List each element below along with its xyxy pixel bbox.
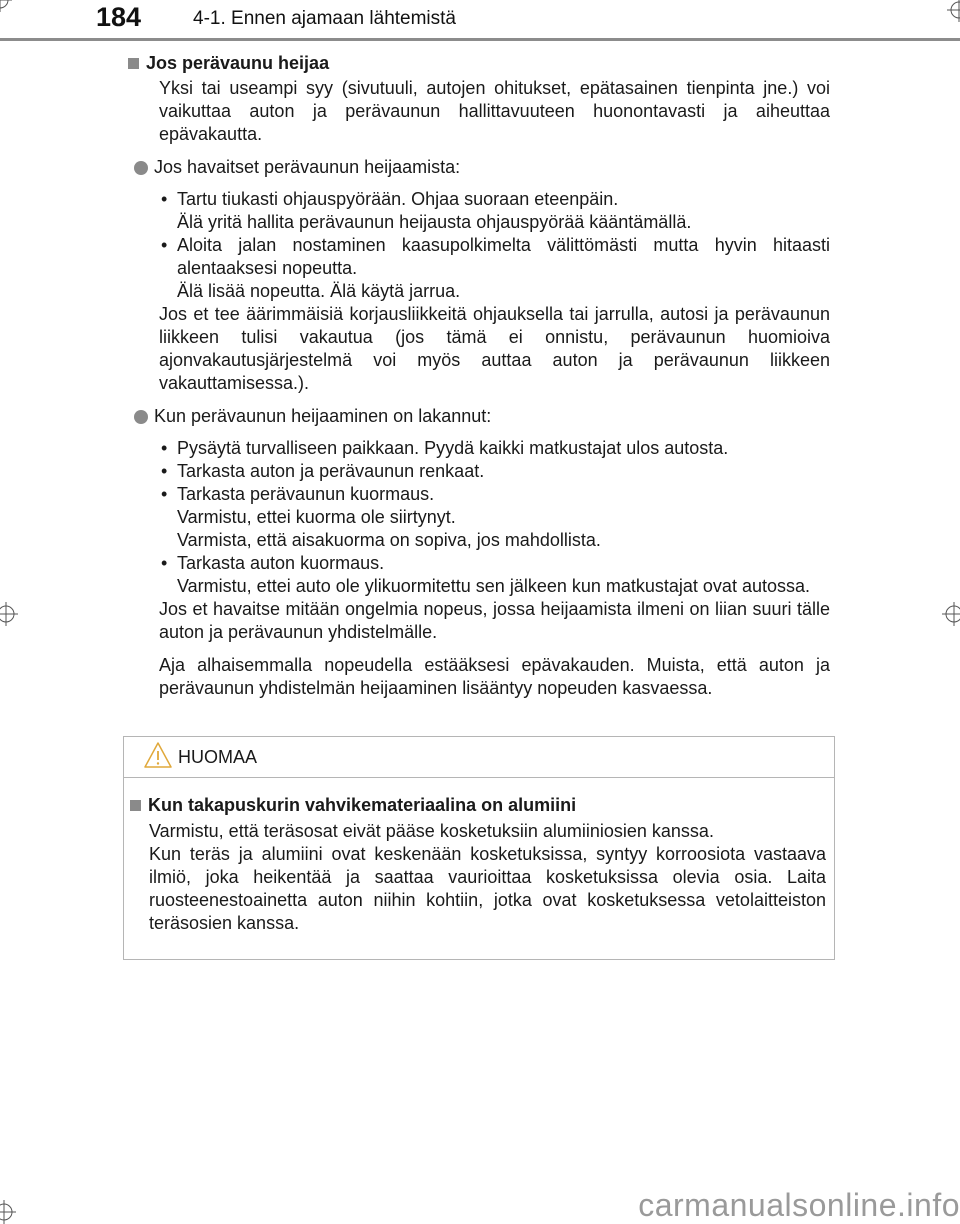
list-item <box>159 188 830 234</box>
after-swaying-note: Jos et havaitse mitään ongelmia nopeus, jossa heijaamista ilmeni on liian suuri tälle auton ja perävaunun yhdistelmälle. <box>159 599 830 642</box>
notice-box <box>123 736 835 960</box>
registration-mark-top-right <box>947 0 960 22</box>
list-item <box>159 437 830 460</box>
list-item-line: Älä yritä hallita perävaunun heijausta ohjauspyörää kääntämällä. <box>177 212 692 232</box>
notice-header <box>124 737 834 778</box>
list-item-line: • Aloita jalan nostaminen kaasupolkimelta välittömästi mutta hyvin hitaasti alentaaksesi nopeutta. <box>177 235 830 278</box>
registration-mark-mid-left <box>0 602 18 626</box>
list-item <box>159 552 830 598</box>
list-item <box>159 483 830 552</box>
swaying-note: Jos et tee äärimmäisiä korjausliikkeitä ohjauksella tai jarrulla, autosi ja perävaunun liikkeen tulisi vakautua (jos tämä ei onnistu, perävaunun huomioiva ajonvakautusjärjestelmä voi myös auttaa auton ja perävaunun liikkeen vakauttamisessa.). <box>159 304 830 393</box>
list-item-line: • Pysäytä turvalliseen paikkaan. Pyydä kaikki matkustajat ulos autosta. <box>177 438 729 458</box>
list-item-line: • Tarkasta auton kuormaus. <box>177 553 385 573</box>
list-item <box>159 234 830 303</box>
list-item-line: • Tarkasta perävaunun kuormaus. <box>177 484 435 504</box>
main-content <box>125 52 830 710</box>
notice-heading-text: Kun takapuskurin vahvikemateriaalina on alumiini <box>148 795 577 815</box>
square-bullet-icon <box>128 58 139 69</box>
circle-bullet-icon <box>134 410 148 424</box>
speed-advice: Aja alhaisemmalla nopeudella estääksesi epävakauden. Muista, että auton ja perävaunun yhdistelmän heijaaminen lisääntyy nopeuden kasvaessa. <box>159 655 830 698</box>
after-swaying-list <box>159 437 830 598</box>
list-item-line: Varmistu, ettei kuorma ole siirtynyt. <box>177 507 456 527</box>
list-item-line: Varmistu, ettei auto ole ylikuormitettu sen jälkeen kun matkustajat ovat autossa. <box>177 576 810 596</box>
chapter-title: 4-1. Ennen ajamaan lähtemistä <box>193 8 456 29</box>
notice-text-paragraph: Kun teräs ja alumiini ovat keskenään kosketuksissa, syntyy korroosiota vastaava ilmiö, joka heikentää ja saattaa vaurioittaa kosketuksissa olevia osia. Laita ruosteenestoainetta auton niihin kohtiin, jotka ovat kosketuksessa vetolaitteiston teräsosien kanssa. <box>149 844 826 933</box>
section-intro: Yksi tai useampi syy (sivutuuli, autojen ohitukset, epätasainen tienpinta jne.) voi vaikuttaa auton ja perävaunun hallittavuuteen huonontavasti ja aiheuttaa epävakautta. <box>159 78 830 144</box>
notice-text-line: Varmistu, että teräsosat eivät pääse kosketuksiin alumiiniosien kanssa. <box>149 821 714 841</box>
watermark: carmanualsonline.info <box>638 1187 960 1223</box>
notice-body <box>124 778 834 935</box>
page-number: 184 <box>96 2 142 32</box>
square-bullet-icon <box>130 800 141 811</box>
notice-heading <box>127 794 826 817</box>
section-heading-text: Jos perävaunu heijaa <box>146 53 330 73</box>
list-item <box>159 460 830 483</box>
subheading-after-swaying <box>134 405 830 428</box>
list-item-line: • Tartu tiukasti ohjauspyörään. Ohjaa suoraan eteenpäin. <box>177 189 619 209</box>
subheading-text: Jos havaitset perävaunun heijaamista: <box>154 157 461 177</box>
section-heading <box>125 52 830 75</box>
circle-bullet-icon <box>134 161 148 175</box>
warning-icon <box>144 742 172 773</box>
list-item-line: • Tarkasta auton ja perävaunun renkaat. <box>177 461 485 481</box>
list-item-line: Älä lisää nopeutta. Älä käytä jarrua. <box>177 281 461 301</box>
subheading-if-swaying <box>134 156 830 179</box>
registration-mark-bottom-left <box>0 1200 16 1224</box>
registration-mark-mid-right <box>942 602 960 626</box>
swaying-steps-list <box>159 188 830 303</box>
registration-mark-top-left <box>0 0 12 12</box>
notice-title: HUOMAA <box>178 746 258 767</box>
header-divider <box>0 38 960 41</box>
list-item-line: Varmista, että aisakuorma on sopiva, jos mahdollista. <box>177 530 601 550</box>
subheading-text: Kun perävaunun heijaaminen on lakannut: <box>154 406 492 426</box>
